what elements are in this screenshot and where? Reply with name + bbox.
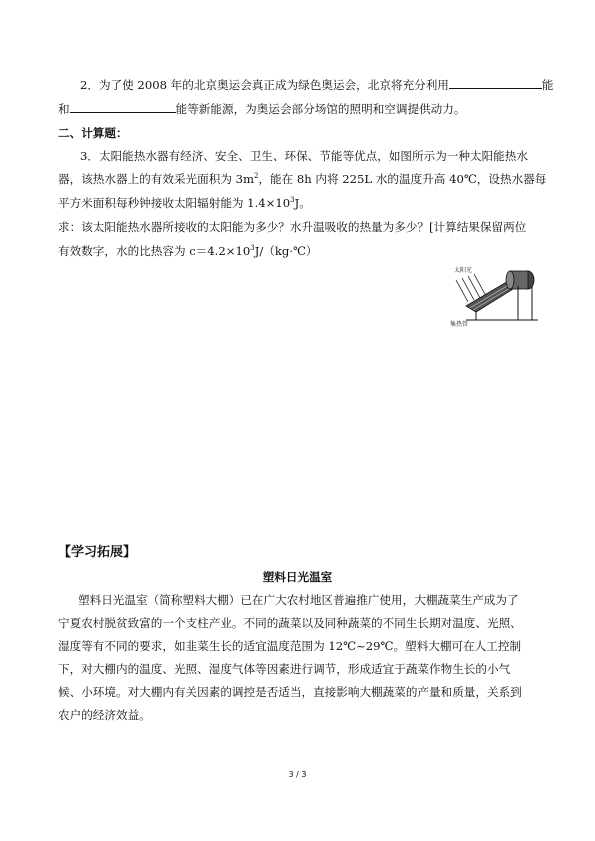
article-line-1: 塑料日光温室（简称塑料大棚）已在广大农村地区普遍推广使用，大棚蔬菜生产成为了	[78, 593, 519, 607]
question-3-text: 器，该热水器上的有效采光面积为 3m	[58, 172, 254, 186]
question-3-text: J。	[294, 196, 311, 210]
question-2-text-b: 能	[541, 78, 554, 92]
question-3-line-5	[58, 244, 318, 258]
question-3-text: 平方米面积每秒钟接收太阳辐射能为 1.4×10	[58, 196, 291, 210]
question-3-text: J/（kg·℃）	[254, 244, 318, 258]
question-3-line-2	[58, 172, 546, 186]
article-line-2: 宁夏农村脱贫致富的一个支柱产业。不同的蔬菜以及同种蔬菜的不同生长期对温度、光照、	[58, 616, 522, 630]
question-2-text-a: 2．为了使 2008 年的北京奥运会真正成为绿色奥运会，北京将充分利用	[80, 78, 449, 92]
figure-label-collector: 集热管	[450, 321, 469, 328]
question-2-text-c: 和	[58, 102, 70, 116]
article-line-6: 农户的经济效益。	[58, 708, 151, 722]
article-title: 塑料日光温室	[262, 570, 333, 584]
solar-water-heater-figure	[446, 262, 546, 328]
question-3-line-1: 3．太阳能热水器有经济、安全、卫生、环保、节能等优点，如图所示为一种太阳能热水	[80, 149, 528, 163]
question-3-line-3	[58, 196, 311, 210]
answer-blank-1[interactable]	[449, 77, 542, 89]
figure-label-sunlight: 太阳光	[454, 267, 473, 274]
answer-blank-2[interactable]	[70, 101, 176, 113]
extension-heading: 【学习拓展】	[58, 545, 137, 560]
superscript: 2	[253, 172, 259, 181]
question-3-line-4: 求：该太阳能热水器所接收的太阳能为多少？水升温吸收的热量为多少？[计算结果保留两位	[58, 220, 527, 234]
superscript: 3	[250, 244, 255, 253]
question-2-line-2	[58, 101, 465, 116]
article-line-4: 下，对大棚内的温度、光照、湿度气体等因素进行调节，形成适宜于蔬菜作物生长的小气	[58, 662, 511, 676]
question-2-line-1	[80, 77, 554, 92]
article-line-5: 候、小环境。对大棚内有关因素的调控是否适当，直接影响大棚蔬菜的产量和质量，关系到	[58, 685, 522, 699]
article-line-3: 湿度等有不同的要求，如韭菜生长的适宜温度范围为 12℃~29℃。塑料大棚可在人工控制	[58, 639, 522, 653]
question-3-text: 有效数字，水的比热容为 c＝4.2×10	[58, 244, 251, 258]
superscript: 3	[290, 196, 295, 205]
section-calculation-title: 二、计算题：	[58, 126, 128, 140]
question-2-text-d: 能等新能源，为奥运会部分场馆的照明和空调提供动力。	[175, 102, 466, 116]
question-3-text: ，能在 8h 内将 225L 水的温度升高 40℃，设热水器每	[258, 172, 547, 186]
page-number: 3 / 3	[288, 770, 307, 779]
